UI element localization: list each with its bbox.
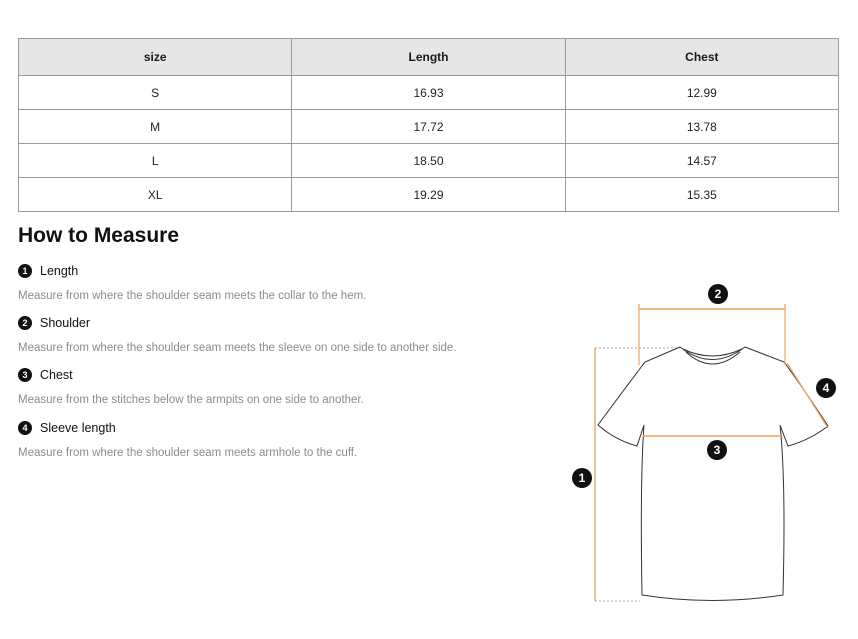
number-4-icon: 4 [18,421,32,435]
measure-item-shoulder [18,316,457,354]
measure-label: Chest [40,368,73,382]
measure-description: Measure from where the shoulder seam meets the sleeve on one side to another side. [18,342,457,354]
number-2-icon: 2 [18,316,32,330]
marker-1-icon [572,468,592,488]
cell-length: 17.72 [292,110,565,144]
table-row [19,144,839,178]
size-chart-table [18,38,839,212]
tshirt-measure-diagram [560,280,850,610]
cell-chest: 15.35 [565,178,838,212]
number-3-icon: 3 [18,368,32,382]
cell-length: 19.29 [292,178,565,212]
cell-length: 18.50 [292,144,565,178]
marker-3-icon [707,440,727,460]
cell-size: S [19,76,292,110]
measure-item-length [18,264,366,302]
measure-label: Shoulder [40,316,91,330]
length-measure-line [595,348,680,601]
how-to-measure-title: How to Measure [18,224,180,247]
cell-size: L [19,144,292,178]
table-row [19,76,839,110]
measure-description: Measure from where the shoulder seam meets armhole to the cuff. [18,447,358,459]
header-length: Length [292,39,565,76]
marker-2-icon [708,284,728,304]
table-row [19,178,839,212]
cell-chest: 13.78 [565,110,838,144]
svg-text:2: 2 [714,287,722,301]
table-header-row [19,39,839,76]
measure-description: Measure from where the shoulder seam meets the collar to the hem. [18,290,367,302]
measure-description: Measure from the stitches below the armpits on one side to another. [18,394,364,406]
table-row [19,110,839,144]
cell-chest: 14.57 [565,144,838,178]
cell-length: 16.93 [292,76,565,110]
measure-item-sleeve [18,421,357,459]
svg-text:4: 4 [822,381,830,395]
tshirt-icon [598,347,828,601]
header-chest: Chest [565,39,838,76]
cell-size: XL [19,178,292,212]
svg-text:1: 1 [578,471,586,485]
number-1-icon: 1 [18,264,32,278]
cell-chest: 12.99 [565,76,838,110]
cell-size: M [19,110,292,144]
svg-text:3: 3 [713,443,721,457]
measure-label: Length [40,264,79,278]
measure-label: Sleeve length [40,421,116,435]
header-size: size [19,39,292,76]
marker-4-icon [816,378,836,398]
measure-item-chest [18,368,364,406]
